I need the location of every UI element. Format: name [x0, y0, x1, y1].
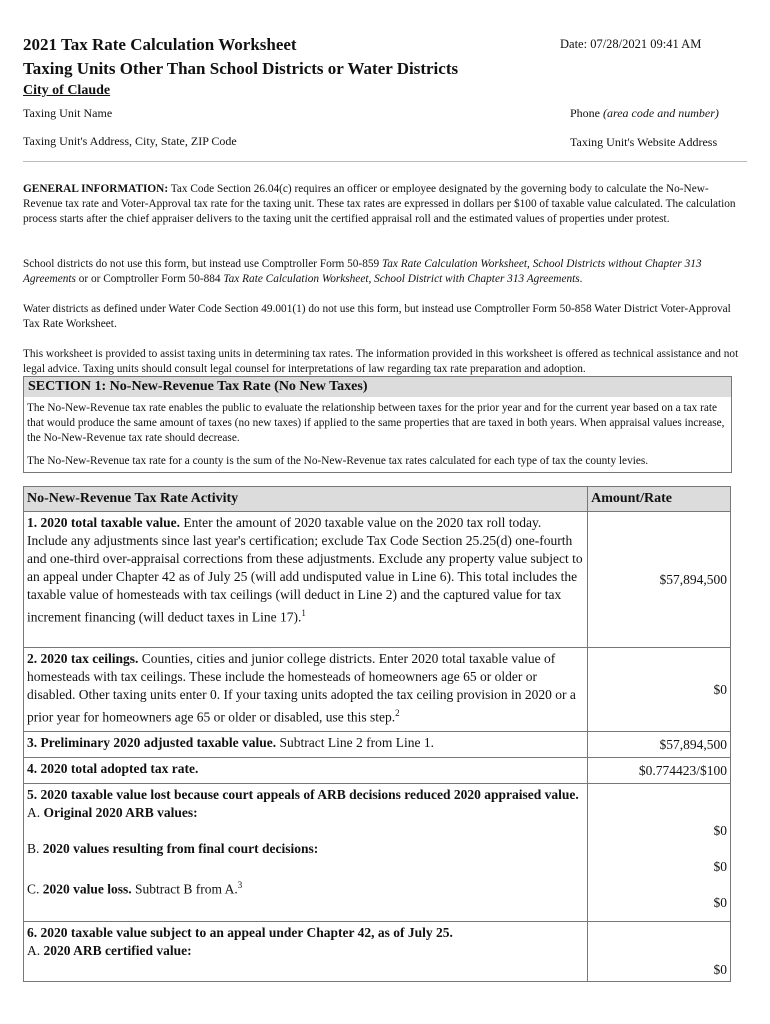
school-text-a: School districts do not use this form, but instead use Comptroller Form 50-859	[23, 258, 382, 270]
website-label: Taxing Unit's Website Address	[570, 135, 718, 149]
no-new-revenue-table	[23, 486, 731, 982]
line-5c-prefix: C.	[27, 881, 43, 897]
header-divider	[23, 161, 747, 162]
line-5-amounts	[588, 784, 731, 922]
line-6a-label: 2020 ARB certified value:	[43, 943, 192, 958]
line-4-amount: $0.774423/$100	[588, 758, 731, 784]
form-50-859-title: Tax Rate Calculation Worksheet, School Districts without Chapter 313 Agreements	[23, 258, 702, 285]
line-6-label: 6. 2020 taxable value subject to an appeal under Chapter 42, as of July 25.	[27, 925, 453, 940]
line-5c-amount: $0	[713, 895, 727, 910]
date-stamp: Date: 07/28/2021 09:41 AM	[560, 37, 702, 51]
section-1-box	[23, 376, 732, 473]
line-5c-footnote: 3	[237, 880, 243, 890]
water-district-paragraph: Water districts as defined under Water Code Section 49.001(1) do not use this form, but instead use Comptroller Form 50-858 Water District Voter-Approval Tax Rate Worksheet.	[23, 303, 731, 330]
table-row	[24, 732, 731, 758]
line-5b-amount: $0	[713, 859, 727, 874]
table-row	[24, 758, 731, 784]
line-5c-text: Subtract B from A.	[131, 881, 238, 897]
line-5c-label: 2020 value loss.	[42, 881, 132, 897]
line-2-amount: $0	[588, 648, 731, 732]
amount-column-header: Amount/Rate	[588, 487, 731, 512]
line-4-label: 4. 2020 total adopted tax rate.	[27, 761, 199, 776]
line-6-description	[24, 922, 588, 982]
line-5b-label: 2020 values resulting from final court decisions:	[42, 841, 319, 856]
table-header-row	[24, 487, 731, 512]
line-2-text: Counties, cities and junior college districts. Enter 2020 total taxable value of homesteads with tax ceilings. These include the homesteads of homeowners age 65 or older or disabled. Other taxing units enter 0. If your taxing units adopted the tax ceiling provision in 2020 or a prior year for homeowners age 65 or older or disabled, use this step.	[27, 651, 576, 725]
taxing-unit-name-label: Taxing Unit Name	[23, 106, 113, 120]
worksheet-title: 2021 Tax Rate Calculation Worksheet	[23, 35, 297, 54]
activity-column-header: No-New-Revenue Tax Rate Activity	[24, 487, 588, 512]
taxing-unit-name: City of Claude	[23, 83, 111, 98]
general-info-paragraph	[23, 182, 745, 227]
section-1-county-note: The No-New-Revenue tax rate for a county is the sum of the No-New-Revenue tax rates calculated for each type of tax the county levies.	[27, 455, 649, 467]
line-5-description	[24, 784, 588, 922]
line-3-description	[24, 732, 588, 758]
school-district-paragraph	[23, 257, 745, 287]
line-2-description	[24, 648, 588, 732]
line-6a-prefix: A.	[27, 943, 44, 958]
line-4-description	[24, 758, 588, 784]
line-2-label: 2. 2020 tax ceilings.	[27, 651, 139, 666]
school-text-c: .	[579, 273, 583, 285]
section-1-intro: The No-New-Revenue tax rate enables the public to evaluate the relationship between taxes for the prior year and for the current year based on a tax rate that would produce the same amount of taxes (no new taxes) if applied to the same properties that are taxed in both years. When appraisal values increase, the No-New-Revenue tax rate should decrease.	[27, 402, 725, 444]
technical-assistance-paragraph: This worksheet is provided to assist taxing units in determining tax rates. The information provided in this worksheet is offered as technical assistance and not legal advice. Taxing units should consult legal counsel for interpretations of law regarding tax rate preparation and adoption.	[23, 348, 739, 375]
table-row	[24, 922, 731, 982]
general-info-heading: GENERAL INFORMATION:	[23, 183, 169, 195]
phone-label	[570, 106, 719, 121]
line-5a-prefix: A.	[27, 805, 44, 820]
line-5b-prefix: B.	[27, 841, 43, 856]
line-3-label: 3. Preliminary 2020 adjusted taxable value.	[27, 735, 277, 750]
line-1-footnote: 1	[301, 608, 306, 618]
table-row	[24, 784, 731, 922]
line-3-amount: $57,894,500	[588, 732, 731, 758]
form-50-884-title: Tax Rate Calculation Worksheet, School District with Chapter 313 Agreements	[223, 273, 580, 285]
section-1-heading: SECTION 1: No-New-Revenue Tax Rate (No New Taxes)	[24, 377, 731, 397]
school-text-b: or or Comptroller Form 50-884	[75, 273, 224, 285]
worksheet-subtitle: Taxing Units Other Than School Districts or Water Districts	[23, 59, 459, 78]
line-1-description	[24, 512, 588, 648]
line-1-text: Enter the amount of 2020 taxable value on the 2020 tax roll today. Include any adjustments since last year's certification; exclude Tax Code Section 25.25(d) one-fourth and one-third over-appraisal corrections from these adjustments. Exclude any property value subject to an appeal under Chapter 42 as of July 25 (will add undisputed value in Line 6). This total includes the taxable value of homesteads with tax ceilings (will deduct in Line 2) and the captured value for tax increment financing (will deduct taxes in Line 17).	[27, 515, 583, 625]
general-info-text: Tax Code Section 26.04(c) requires an officer or employee designated by the governing body to calculate the No-New-Revenue tax rate and Voter-Approval tax rate for the taxing unit. These tax rates are expressed in dollars per $100 of taxable value calculated. The calculation process starts after the chief appraiser delivers to the taxing unit the certified appraisal roll and the estimated values of properties under protest.	[23, 183, 736, 225]
line-5a-label: Original 2020 ARB values:	[43, 805, 198, 820]
line-3-text: Subtract Line 2 from Line 1.	[276, 735, 434, 750]
line-5a-amount: $0	[713, 823, 727, 838]
address-label: Taxing Unit's Address, City, State, ZIP Code	[23, 134, 237, 148]
line-6a-amount: $0	[588, 922, 731, 982]
line-5-label: 5. 2020 taxable value lost because court appeals of ARB decisions reduced 2020 appraised value.	[27, 787, 579, 802]
line-1-label: 1. 2020 total taxable value.	[27, 515, 180, 530]
line-1-amount: $57,894,500	[588, 512, 731, 648]
table-row	[24, 648, 731, 732]
phone-hint: (area code and number)	[603, 106, 719, 120]
phone-label-text: Phone	[570, 106, 600, 120]
table-row	[24, 512, 731, 648]
line-2-footnote: 2	[395, 708, 400, 718]
